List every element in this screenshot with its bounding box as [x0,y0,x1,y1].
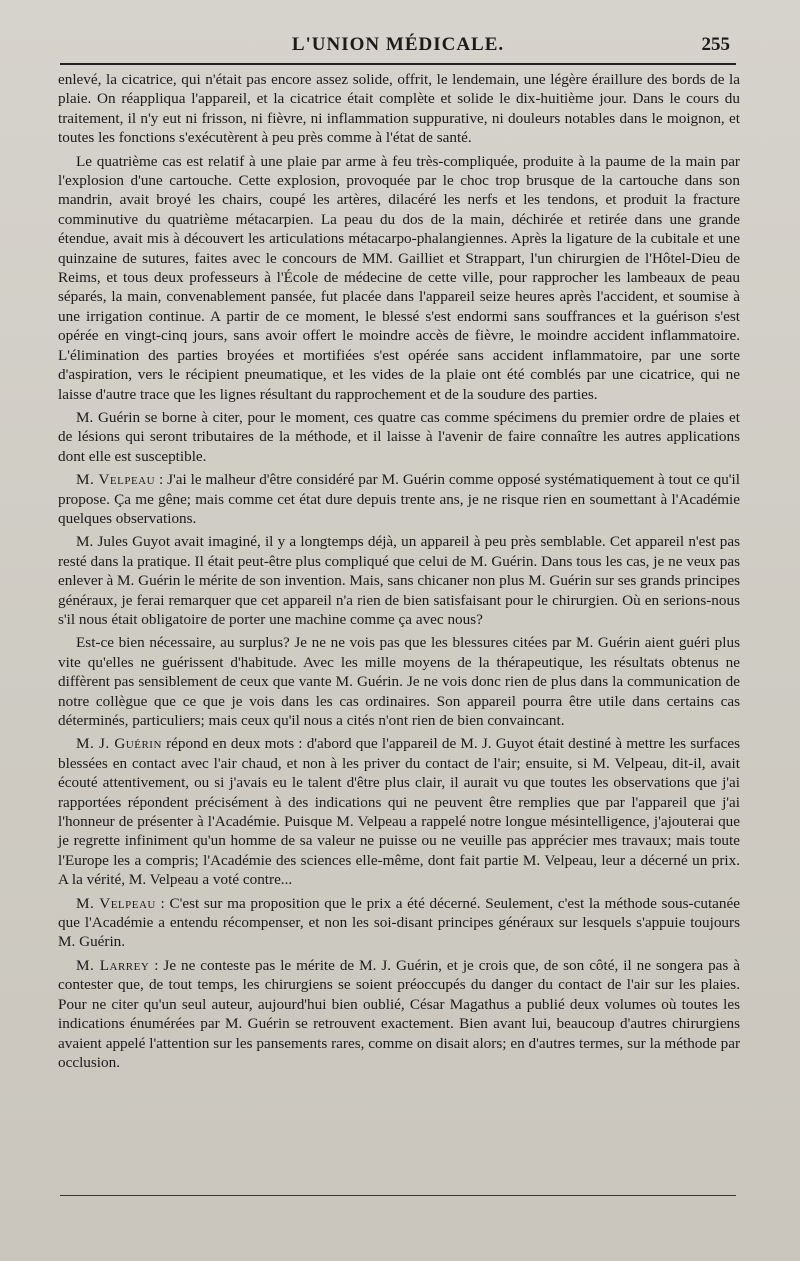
paragraph-text: enlevé, la cicatrice, qui n'était pas encore assez solide, offrit, le lendemain, une légère éraillure des bords de la plaie. On réappliqua l'appareil, et la cicatrice était complète et solide le dix-huitième jour. Dans le cours du traitement, il n'y eut ni frisson, ni fièvre, ni inflammation suppurative, ni douleurs notables dans le moignon, et toutes les fonctions s'exécutèrent à peu près comme à l'état de santé. [58,71,740,147]
paragraph [58,70,740,148]
paragraph [58,956,740,1072]
paragraph-text: répond en deux mots : d'abord que l'appareil de M. J. Guyot était destiné à mettre les surfaces blessées en contact avec l'air chaud, et non à les priver du contact de l'air; ensuite, si M. Velpeau, dit-il, avait écouté attentivement, ou si j'avais eu le talent d'être plus clair, il aurait vu que toutes les observations que j'ai rapportées répondent précisément à des indications qui ne peuvent être remplies que par l'appareil que j'ai l'honneur de présenter à l'Académie. Puisque M. Velpeau a rappelé notre longue mésintelligence, j'ajouterai que je regrette infiniment qu'un homme de sa valeur ne puisse ou ne veuille pas apprécier mes travaux; mais toute l'Europe les a compris; l'Académie des sciences elle-même, dont fait partie M. Velpeau, leur a décerné un prix. A la vérité, M. Velpeau a voté contre... [58,735,740,889]
journal-title: L'UNION MÉDICALE. [291,34,505,55]
paragraph-text: M. Jules Guyot avait imaginé, il y a longtemps déjà, un appareil à peu près semblable. Cet appareil n'est pas resté dans la pratique. Il était peut-être plus compliqué que celui de M. Guérin. Dans tous les cas, je ne veux pas enlever à M. Guérin le mérite de son invention. Mais, sans chicaner non plus M. Guérin sur ses grands principes généraux, je ferai remarquer que cet appareil n'a rien de bien satisfaisant pour le chirurgien. Où en serions-nous s'il nous était obligatoire de porter une machine comme ça avec nous? [58,533,741,628]
paragraph [58,894,740,952]
speaker-name: M. Velpeau [76,894,156,912]
paragraph [58,408,740,466]
paragraph [58,152,740,404]
paragraph-text: M. Guérin se borne à citer, pour le moment, ces quatre cas comme spécimens du premier ordre de plaies et de lésions qui seront tributaires de la méthode, et il laisse à l'avenir de faire connaître les autres applications dont elle est susceptible. [58,408,740,465]
paragraph-text: : J'ai le malheur d'être considéré par M. Guérin comme opposé systématiquement à tout ce qu'il propose. Ça me gêne; mais comme cet état dure depuis trente ans, je ne risque rien en soumettant à l'Académie quelques observations. [58,471,740,527]
page-number: 255 [701,34,730,55]
speaker-name: M. J. Guérin [76,735,162,753]
paragraph [58,532,740,629]
paragraph-text: Est-ce bien nécessaire, au surplus? Je ne ne vois pas que les blessures citées par M. Guérin aient guéri plus vite qu'elles ne guérissent d'habitude. Avec les mille moyens de la thérapeutique, les résultats obtenus ne diffèrent pas sensiblement de ceux que vante M. Guérin. Je ne vois donc rien de plus dans la communication de notre collègue que ce que je vois dans les cas ordinaires. Son appareil pourra être utile dans certains cas déterminés, particuliers; mais ceux qu'il nous a cités n'ont rien de bien convaincant. [58,634,740,729]
paragraph-text: Le quatrième cas est relatif à une plaie par arme à feu très-compliquée, produite à la paume de la main par l'explosion d'une cartouche. Cette explosion, provoquée par le choc trop brusque de la cartouche dans son mandrin, avait broyé les chairs, coupé les artères, dilacéré les nerfs et les tendons, et produit la fracture comminutive du quatrième métacarpien. La peau du dos de la main, déchirée et retirée dans une grande étendue, avait mis à découvert les articulations métacarpo-phalangiennes. Après la ligature de la cubitale et une quinzaine de sutures, faites avec le concours de MM. Gailliet et Strappart, l'un chirurgien de l'Hôtel-Dieu de Reims, et tous deux professeurs à l'École de médecine de cette ville, pour rapprocher les lambeaux de peau séparés, la main, convenablement pansée, fut placée dans l'appareil seize heures après l'accident, et soumise à une irrigation continue. A partir de ce moment, le blessé s'est endormi sans souffrances et la guérison s'est opérée en vingt-cinq jours, sans avoir offert le moindre accès de fièvre, le moindre accident inflammatoire. L'élimination des parties broyées et mortifiées s'est opérée sans accident inflammatoire, par une sorte d'aspiration, vers le récipient pneumatique, et les vides de la plaie ont été comblés par une cicatrice, qui ne laisse d'autre trace que les lignes résultant du rapprochement et de la soudure des parties. [58,152,740,403]
header-rule [60,63,736,65]
paragraph-text: : Je ne conteste pas le mérite de M. J. Guérin, et je crois que, de son côté, il ne songera pas à contester que, de tout temps, les chirurgiens se soient préoccupés du danger du contact de l'air sur les plaies. Pour ne citer qu'un seul auteur, aujourd'hui bien oublié, César Magathus a publié deux volumes où toutes les indications énumérées par M. Guérin se retrouvent exactement. Bien avant lui, beaucoup d'autres chirurgiens avaient appelé l'attention sur les pansements rares, comme on disait alors; en d'autres termes, sur la méthode par occlusion. [58,956,740,1071]
paragraph [58,734,740,889]
running-head [60,34,736,56]
speaker-name: M. Velpeau [76,471,156,489]
paragraph [58,633,740,730]
speaker-name: M. Larrey [76,956,150,974]
footer-rule [60,1195,736,1196]
paragraph-text: : C'est sur ma proposition que le prix a été décerné. Seulement, c'est la méthode sous-cutanée que l'Académie a entendu récompenser, et non les soi-disant principes généraux sur lesquels s'appuie toujours M. Guérin. [58,894,740,951]
article-body [58,70,740,1076]
paragraph [58,470,740,528]
